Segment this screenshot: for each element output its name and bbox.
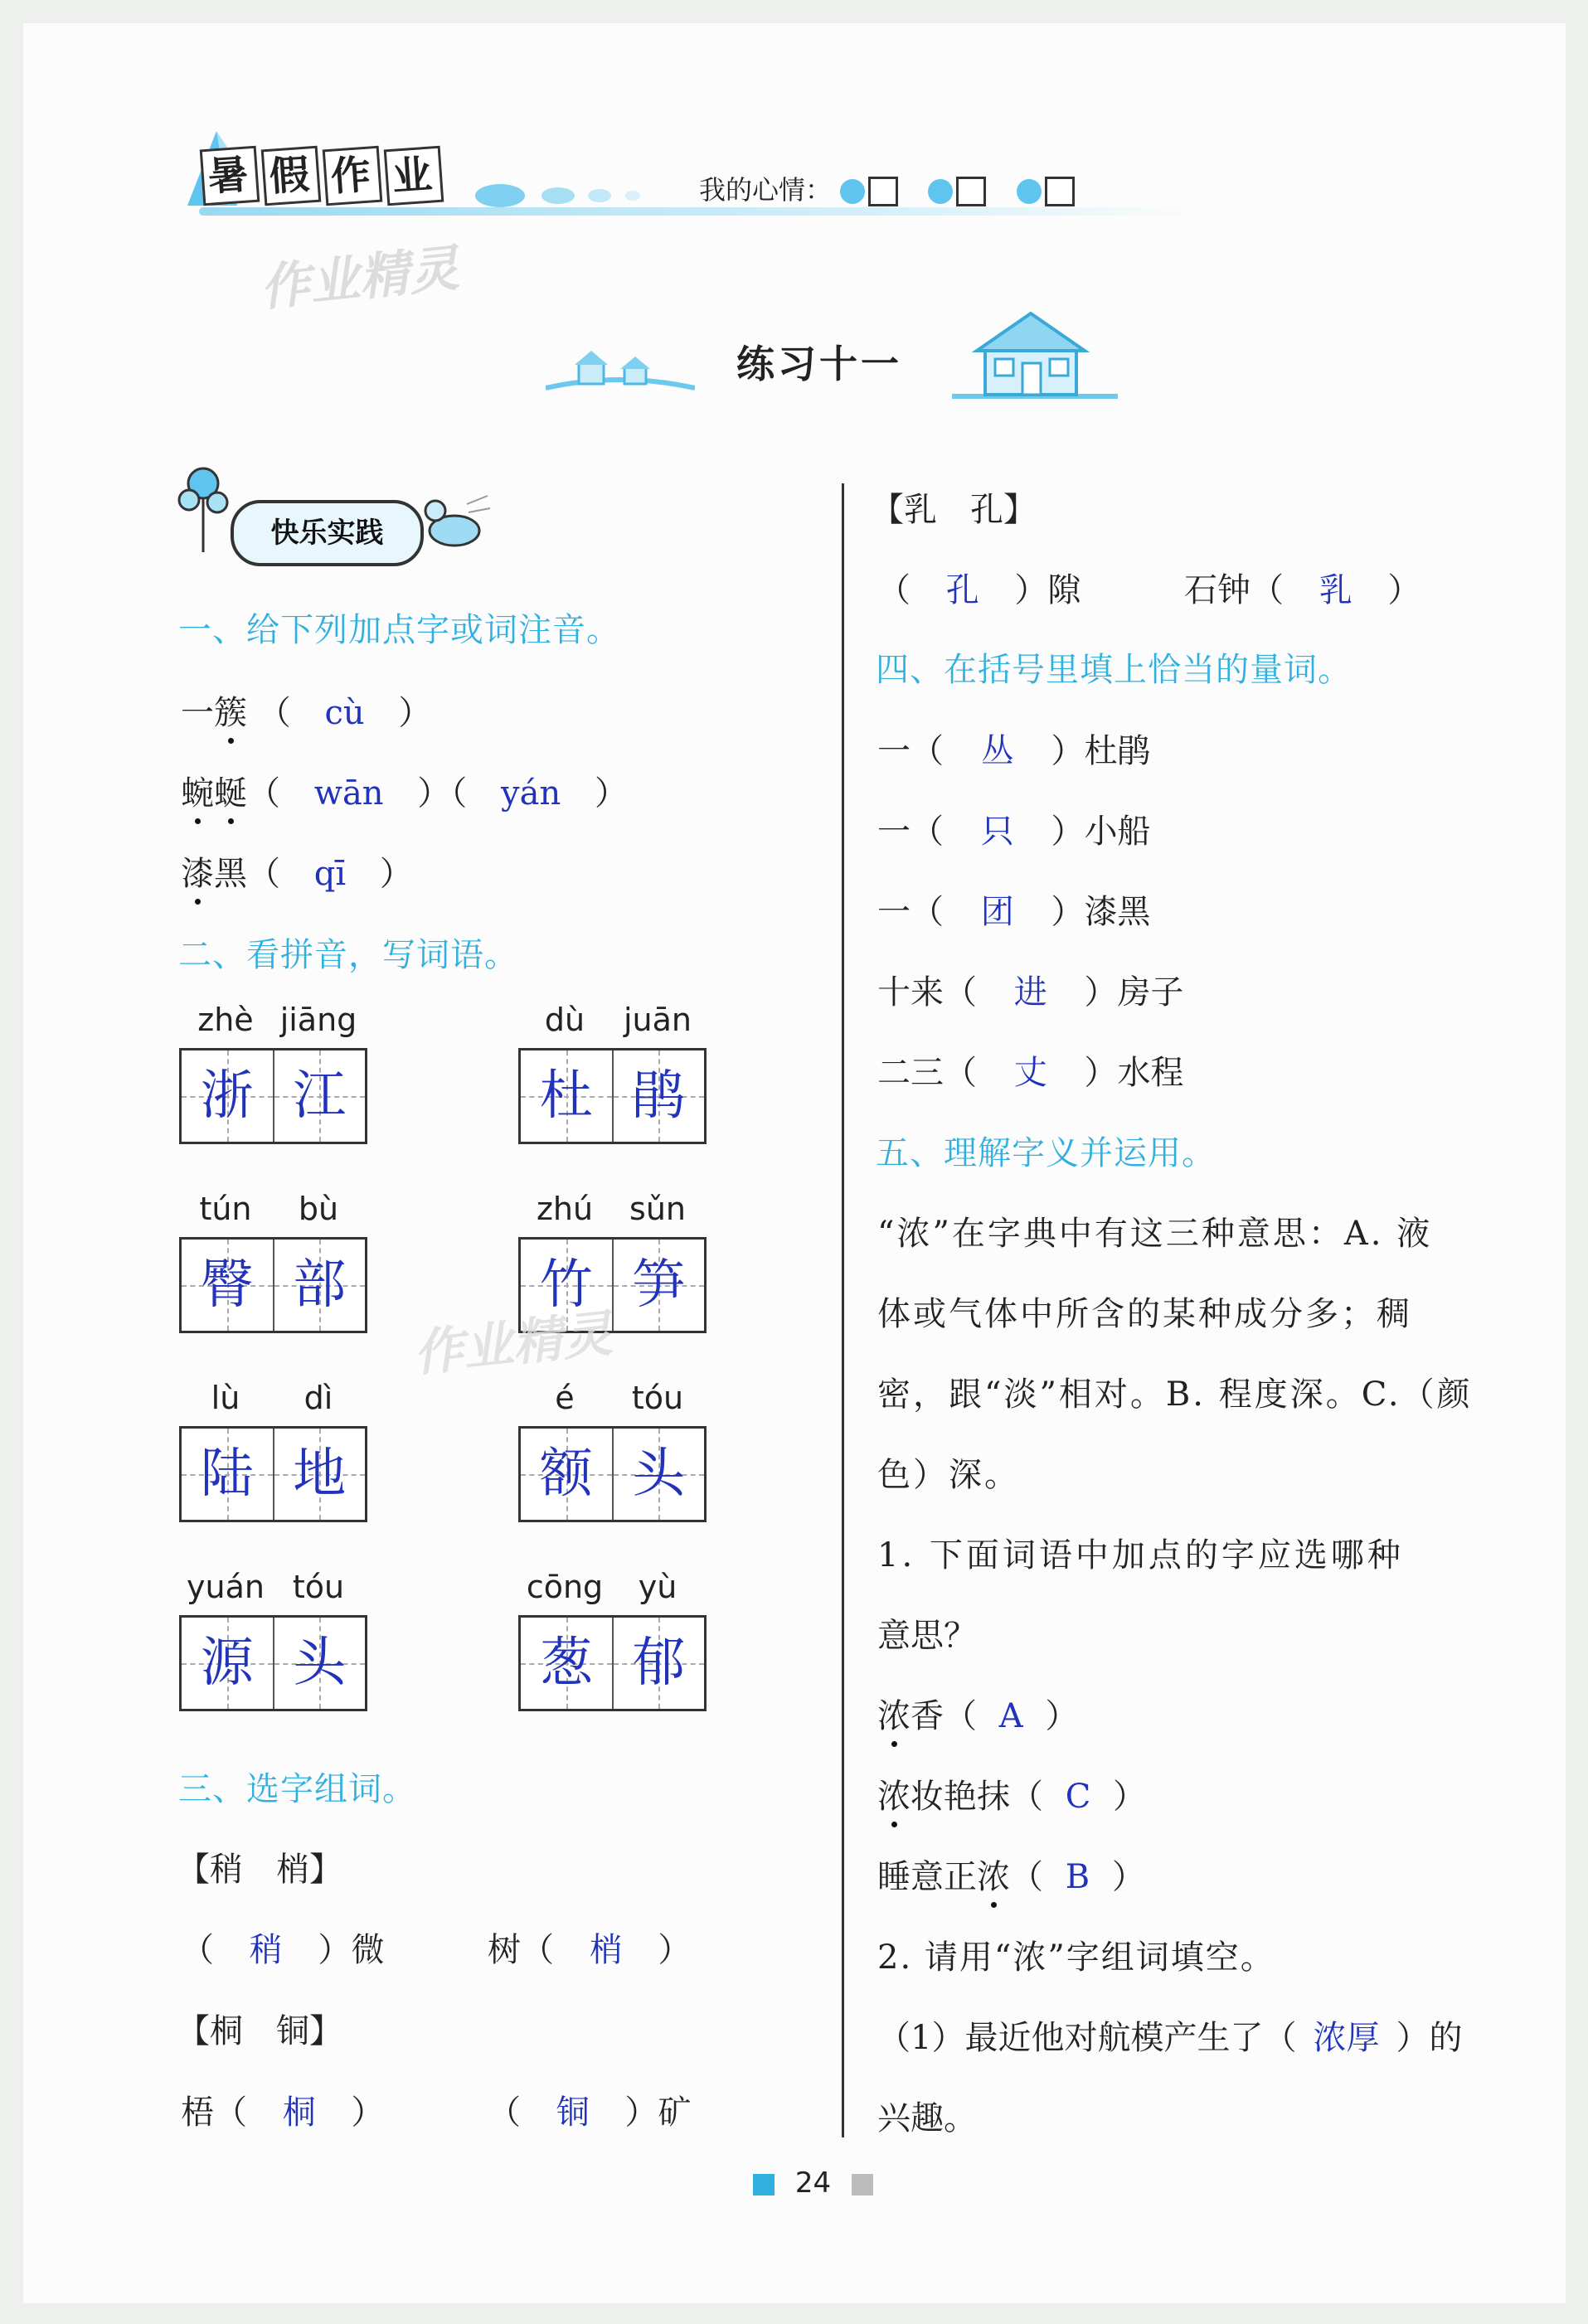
char-answer: 额	[539, 1443, 593, 1505]
question-line: 1. 下面词语中加点的字应选哪种	[877, 1536, 1404, 1574]
char-grid	[179, 1237, 367, 1333]
word-answer: 稍	[249, 1931, 283, 1969]
mood-section	[699, 169, 1096, 207]
word-pair	[518, 1380, 705, 1522]
pinyin-row: 蜿蜒（ wān ）（ yán ）	[181, 767, 628, 814]
measure-suffix: 房子	[1117, 973, 1184, 1012]
measure-answer: 只	[980, 813, 1014, 851]
char-grid	[518, 1615, 707, 1711]
fill-row-continued: 兴趣。	[877, 2099, 977, 2137]
fill-answer: 浓厚	[1313, 2019, 1380, 2057]
choice-row: （ 稍 ）微	[181, 1931, 385, 1969]
word-text: 树	[488, 1931, 521, 1969]
meaning-row: 浓香（ A ）	[877, 1690, 1078, 1737]
measure-row: 十来（ 进 ）房子	[877, 973, 1184, 1012]
pinyin-label: lù	[211, 1380, 240, 1416]
pinyin-label: yù	[638, 1569, 677, 1605]
footer-grey-square-icon	[852, 2174, 873, 2195]
choice-row: （ 孔 ）隙	[877, 571, 1081, 609]
meaning-row: 浓妆艳抹（ C ）	[877, 1770, 1146, 1817]
pinyin-label: zhè	[197, 1002, 254, 1038]
word-text: 矿	[658, 2094, 692, 2132]
measure-row: 一（ 丛 ）杜鹃	[877, 732, 1151, 770]
pinyin-label: dù	[544, 1002, 585, 1038]
measure-suffix: 水程	[1117, 1054, 1184, 1092]
pinyin-label: tóu	[631, 1380, 684, 1416]
section-1-title: 一、给下列加点字或词注音。	[178, 611, 620, 649]
header-title-char: 作	[323, 146, 383, 206]
paragraph-line: “浓”在字典中有这三种意思：A. 液	[877, 1215, 1433, 1253]
measure-prefix: 二三	[877, 1054, 944, 1092]
char-answer: 源	[200, 1633, 254, 1694]
header-rule	[199, 207, 1194, 216]
pinyin-label: yuán	[187, 1569, 265, 1605]
char-grid	[518, 1426, 707, 1522]
char-answer: 笋	[632, 1254, 686, 1316]
word-answer: 乳	[1318, 571, 1352, 609]
word-text: 隙	[1047, 571, 1081, 609]
column-divider	[842, 483, 844, 2137]
char-grid	[179, 1426, 367, 1522]
badge-label: 快乐实践	[270, 517, 384, 550]
measure-row: 一（ 只 ）小船	[877, 813, 1151, 851]
section-3-title: 三、选字组词。	[178, 1770, 416, 1808]
meaning-row: 睡意正浓（ B ）	[877, 1851, 1145, 1898]
meaning-answer: C	[1065, 1778, 1091, 1816]
char-answer: 鹃	[632, 1065, 686, 1127]
pinyin-answer: qī	[313, 855, 347, 893]
measure-row: 二三（ 丈 ）水程	[877, 1054, 1184, 1092]
paragraph-line: 密，跟“淡”相对。B. 程度深。C.（颜	[877, 1375, 1473, 1414]
header-title	[202, 148, 447, 204]
pinyin-label: bù	[298, 1191, 339, 1227]
house-icon	[952, 305, 1118, 408]
page-number: 24	[794, 2166, 832, 2200]
meaning-answer: B	[1065, 1858, 1090, 1896]
char-answer: 郁	[632, 1633, 686, 1694]
char-answer: 地	[293, 1443, 347, 1505]
char-grid	[518, 1048, 707, 1144]
word-pair	[518, 1191, 705, 1333]
mood-label: 我的心情：	[699, 174, 833, 206]
measure-prefix: 一	[877, 813, 911, 851]
char-answer: 浙	[200, 1065, 254, 1127]
measure-prefix: 一	[877, 893, 911, 931]
pinyin-label: é	[555, 1380, 575, 1416]
turtle-icon	[417, 488, 492, 557]
choice-row: （ 铜 ）矿	[488, 2094, 692, 2132]
word-text: 石钟	[1184, 571, 1250, 609]
fill-row	[877, 2011, 1462, 2059]
choice-row: 梧（ 桐 ）	[181, 2094, 385, 2132]
word-cu: 一簇	[181, 694, 247, 732]
pinyin-label: sǔn	[629, 1191, 686, 1227]
neutral-face-icon	[928, 179, 953, 204]
header-title-char: 业	[384, 146, 444, 206]
measure-prefix: 一	[877, 732, 911, 770]
mood-checkbox-sad[interactable]	[1045, 177, 1075, 206]
houses-left-icon	[546, 347, 695, 400]
meaning-answer: A	[998, 1697, 1023, 1735]
char-answer: 头	[293, 1633, 347, 1694]
measure-suffix: 小船	[1084, 813, 1151, 851]
pinyin-row: 漆黑（ qī ）	[181, 847, 413, 895]
pinyin-label: juān	[623, 1002, 692, 1038]
measure-answer: 进	[1013, 973, 1047, 1012]
char-answer: 竹	[539, 1254, 593, 1316]
footer-blue-square-icon	[753, 2174, 775, 2195]
measure-suffix: 杜鹃	[1084, 732, 1151, 770]
section-badge	[231, 500, 424, 566]
header-title-char: 假	[261, 146, 322, 206]
watermark: 作业精灵	[257, 239, 462, 318]
smile-face-icon	[840, 179, 865, 204]
char-answer: 部	[293, 1254, 347, 1316]
watermark: 作业精灵	[410, 1304, 615, 1384]
pinyin-label: zhú	[536, 1191, 594, 1227]
pinyin-answer: wān	[313, 774, 384, 813]
mood-checkbox-neutral[interactable]	[956, 177, 986, 206]
word-text: 微	[351, 1931, 385, 1969]
word-answer: 铜	[556, 2094, 590, 2132]
char-answer: 葱	[539, 1633, 593, 1694]
sad-face-icon	[1017, 179, 1042, 204]
char-grid	[179, 1615, 367, 1711]
mood-checkbox-happy[interactable]	[868, 177, 898, 206]
paragraph-line: 色）深。	[877, 1456, 1020, 1494]
choice-label: 【乳 孔】	[871, 491, 1037, 529]
flower-icon	[174, 463, 232, 557]
choice-row: 石钟（ 乳 ）	[1184, 571, 1421, 609]
word-text: 梧	[181, 2094, 214, 2132]
pinyin-label: jiāng	[279, 1002, 357, 1038]
measure-answer: 丛	[980, 732, 1014, 770]
paragraph-line: 体或气体中所含的某种成分多；稠	[877, 1295, 1412, 1333]
word-pair	[179, 1191, 366, 1333]
header-title-char: 暑	[200, 146, 260, 206]
measure-row: 一（ 团 ）漆黑	[877, 893, 1151, 931]
word-answer: 孔	[945, 571, 979, 609]
char-answer: 头	[632, 1443, 686, 1505]
page-footer	[753, 2166, 873, 2200]
choice-row: 树（ 梢 ）	[488, 1931, 692, 1969]
word-pair	[179, 1002, 366, 1144]
choice-label: 【稍 梢】	[177, 1851, 342, 1889]
word-pair	[518, 1002, 705, 1144]
choice-label: 【桐 铜】	[177, 2012, 342, 2050]
question-line: 意思？	[877, 1617, 977, 1655]
pinyin-answer: yán	[501, 774, 561, 813]
measure-prefix: 十来	[877, 973, 944, 1012]
measure-answer: 丈	[1013, 1054, 1047, 1092]
char-answer: 臀	[200, 1254, 254, 1316]
workbook-page	[23, 23, 1566, 2303]
pinyin-label: cōng	[526, 1569, 604, 1605]
char-grid	[179, 1048, 367, 1144]
section-5-title: 五、理解字义并运用。	[876, 1134, 1216, 1172]
word-pair	[179, 1380, 366, 1522]
word-answer: 梢	[589, 1931, 623, 1969]
char-answer: 江	[293, 1065, 347, 1127]
exercise-title: 练习十一	[736, 342, 902, 386]
word-answer: 桐	[282, 2094, 316, 2132]
pinyin-label: tóu	[292, 1569, 345, 1605]
measure-suffix: 漆黑	[1084, 893, 1151, 931]
char-answer: 杜	[539, 1065, 593, 1127]
pinyin-label: dì	[304, 1380, 333, 1416]
pinyin-label: tún	[199, 1191, 252, 1227]
char-answer: 陆	[200, 1443, 254, 1505]
pinyin-answer: cù	[324, 694, 365, 732]
fill-text: （1）最近他对航模产生了（	[877, 2019, 1297, 2057]
measure-answer: 团	[980, 893, 1014, 931]
word-pair	[179, 1569, 366, 1711]
word-pair	[518, 1569, 705, 1711]
fill-text: ）的	[1396, 2019, 1463, 2057]
pinyin-row: 一簇 （ cù ）	[181, 687, 431, 734]
section-4-title: 四、在括号里填上恰当的量词。	[876, 651, 1352, 689]
question-line: 2. 请用“浓”字组词填空。	[877, 1938, 1275, 1977]
section-2-title: 二、看拼音，写词语。	[178, 936, 518, 974]
